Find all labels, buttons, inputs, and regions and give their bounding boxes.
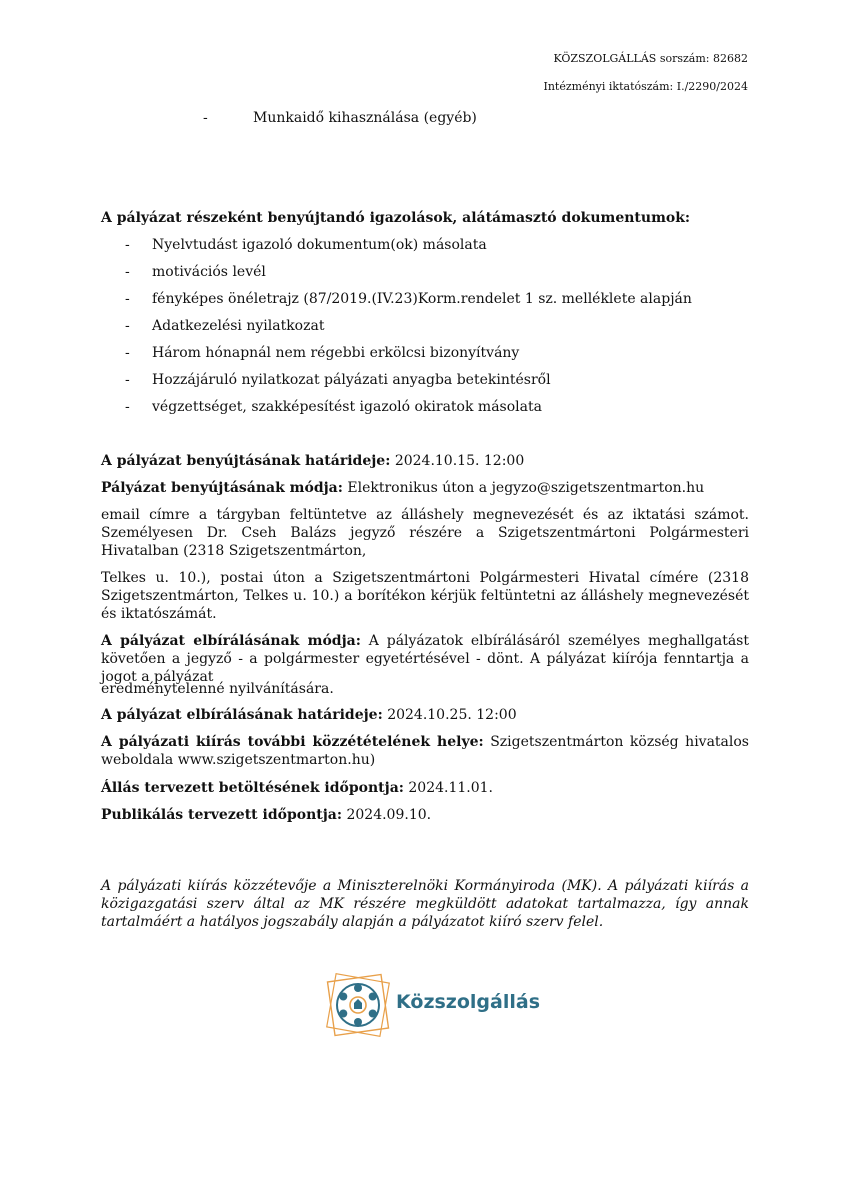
planned-fill-date xyxy=(101,779,749,797)
planned-publication-date xyxy=(101,806,749,824)
publication-place xyxy=(101,733,749,769)
publication-place-value: Szigetszentmárton község hivatalos weboldala www.szigetszentmarton.hu) xyxy=(101,734,749,768)
list-item-text: fényképes önéletrajz (87/2019.(IV.23)Korm.rendelet 1 sz. melléklete alapján xyxy=(152,291,692,307)
evaluation-deadline-label: A pályázat elbírálásának határideje: xyxy=(101,707,383,723)
planned-publication-date-label: Publikálás tervezett időpontja: xyxy=(101,807,343,823)
list-dash: - xyxy=(125,318,130,334)
kozszolgallas-emblem-icon xyxy=(322,965,394,1043)
documents-list xyxy=(125,236,692,425)
submission-method-paragraph-2: Telkes u. 10.), postai úton a Szigetszentmártoni Polgármesteri Hivatal címére (2318 Szigetszentmárton, Telkes u. 10.) a borítékon kérjük feltüntetni az álláshely megnevezését és iktatószámát. xyxy=(101,570,749,622)
list-dash: - xyxy=(125,237,130,253)
evaluation-deadline xyxy=(101,706,749,724)
evaluation-method-continued: eredménytelenné nyilvánítására. xyxy=(101,681,334,697)
planned-fill-date-label: Állás tervezett betöltésének időpontja: xyxy=(101,780,404,796)
evaluation-method-label: A pályázat elbírálásának módja: xyxy=(101,633,361,649)
logo-text: Közszolgállás xyxy=(396,991,541,1013)
publication-place-label: A pályázati kiírás további közzétételének helye: xyxy=(101,734,484,750)
submission-deadline-label: A pályázat benyújtásának határideje: xyxy=(101,453,391,469)
list-dash: - xyxy=(125,264,130,280)
list-item xyxy=(125,263,692,290)
evaluation-method xyxy=(101,632,749,686)
list-dash: - xyxy=(203,110,208,126)
list-item-text: Adatkezelési nyilatkozat xyxy=(152,318,325,334)
list-dash: - xyxy=(125,291,130,307)
documents-heading: A pályázat részeként benyújtandó igazolások, alátámasztó dokumentumok: xyxy=(101,210,691,226)
list-item-text: Hozzájáruló nyilatkozat pályázati anyagba betekintésről xyxy=(152,372,551,388)
filing-number: Intézményi iktatószám: I./2290/2024 xyxy=(543,80,748,93)
submission-method xyxy=(101,479,749,497)
list-item-text: Három hónapnál nem régebbi erkölcsi bizonyítvány xyxy=(152,345,520,361)
list-item xyxy=(125,236,692,263)
serial-number: KÖZSZOLGÁLLÁS sorszám: 82682 xyxy=(553,52,748,65)
list-dash: - xyxy=(125,372,130,388)
list-item xyxy=(125,371,692,398)
submission-deadline-value: 2024.10.15. 12:00 xyxy=(390,453,525,469)
list-item xyxy=(125,398,692,425)
kozszolgallas-logo xyxy=(322,965,541,1045)
list-item-text: végzettséget, szakképesítést igazoló okiratok másolata xyxy=(152,399,542,415)
submission-deadline xyxy=(101,452,749,470)
list-item-text: motivációs levél xyxy=(152,264,266,280)
list-item-text: Nyelvtudást igazoló dokumentum(ok) másolata xyxy=(152,237,487,253)
list-item xyxy=(125,290,692,317)
planned-publication-date-value: 2024.09.10. xyxy=(342,807,432,823)
submission-method-paragraph: email címre a tárgyban feltüntetve az álláshely megnevezését és az iktatási számot. Személyesen Dr. Cseh Balázs jegyző részére a Szigetszentmártoni Polgármesteri Hivatalban (2318 Szigetszentmárton, xyxy=(101,507,749,559)
evaluation-deadline-value: 2024.10.25. 12:00 xyxy=(382,707,517,723)
planned-fill-date-value: 2024.11.01. xyxy=(403,780,494,796)
list-item xyxy=(125,317,692,344)
footer-note: A pályázati kiírás közzétevője a Miniszterelnöki Kormányiroda (MK). A pályázati kiírás a közigazgatási szerv által az MK részére megküldött adatokat tartalmazza, így annak tartalmáért a hatályos jogszabály alapján a pályázatot kiíró szerv felel. xyxy=(101,878,749,930)
top-list-item xyxy=(203,110,477,126)
list-dash: - xyxy=(125,345,130,361)
submission-method-label: Pályázat benyújtásának módja: xyxy=(101,480,343,496)
top-list-item-text: Munkaidő kihasználása (egyéb) xyxy=(253,110,477,126)
list-dash: - xyxy=(125,399,130,415)
evaluation-method-value: A pályázatok elbírálásáról személyes meghallgatást követően a jegyző - a polgármester egyetértésével - dönt. A pályázat kiírója fenntartja a jogot a pályázat xyxy=(101,633,749,685)
submission-method-value: Elektronikus úton a jegyzo@szigetszentmarton.hu xyxy=(342,480,705,496)
list-item xyxy=(125,344,692,371)
